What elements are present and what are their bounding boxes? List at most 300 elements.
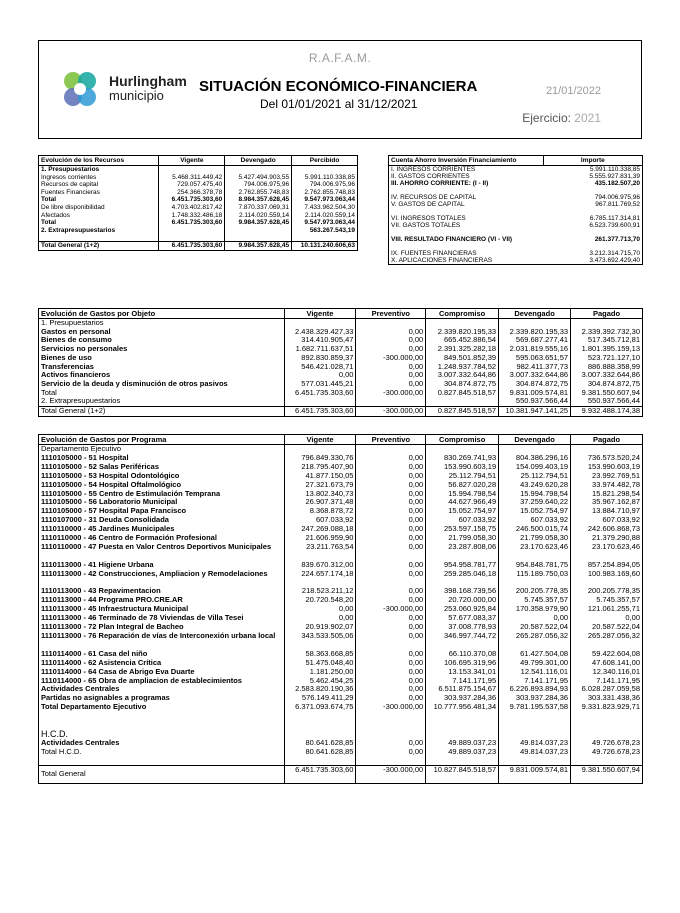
devengado-cell: 982.411.377,73 [499,363,571,372]
row-label: Total H.C.D. [41,747,82,756]
column-header: Cuenta Ahorro Inversión Financiamiento [389,156,544,166]
table-row [39,363,643,372]
row-label: Total [41,219,57,227]
devengado-cell: 246.500.015,74 [499,525,571,534]
devengado-cell: 49.814.037,23 [499,739,571,748]
table-row [389,236,643,243]
compromiso-cell: 253.060.925,84 [426,605,499,614]
pagado-cell: 21.379.290,88 [571,534,643,543]
pagado-cell [571,730,643,739]
row-label: Servicio de la deuda y disminución de otros pasivos [41,379,228,388]
report-header [38,40,642,139]
devengado-cell: 9.831.009.574,81 [499,766,571,784]
header-row [39,309,643,319]
pagado-cell: 886.888.358,99 [571,363,643,372]
row-label: 1110105000 - 55 Centro de Estimulación Temprana [41,489,221,498]
column-header: Devengado [225,156,292,166]
pagado-cell [571,319,643,328]
column-header: Compromiso [426,309,499,319]
vigente-cell: 607.033,92 [284,516,356,525]
devengado-cell: 794.006.975,96 [225,181,292,189]
compromiso-cell: 56.827.020,28 [426,481,499,490]
row-label: 1110114000 - 61 Casa del niño [41,649,148,658]
table-row [39,694,643,703]
pagado-cell [571,757,643,766]
table-row [389,222,643,229]
compromiso-cell: 7.141.171,95 [426,677,499,686]
vigente-cell [284,397,356,406]
pagado-cell: 2.339.392.732,30 [571,328,643,337]
pagado-cell: 20.587.522,04 [571,623,643,632]
preventivo-cell [356,730,426,739]
vigente-cell: 247.269.088,18 [284,525,356,534]
preventivo-cell: 0,00 [356,668,426,677]
preventivo-cell: 0,00 [356,498,426,507]
preventivo-cell [356,721,426,730]
importe-cell: 794.006.975,96 [594,194,640,201]
preventivo-cell: 0,00 [356,587,426,596]
table-row [39,319,643,328]
pagado-cell: 9.331.823.929,71 [571,703,643,721]
devengado-cell: 43.249.620,28 [499,481,571,490]
compromiso-cell: 37.008.778,93 [426,623,499,632]
row-label: Total General [39,766,285,784]
devengado-cell: 15.052.754,97 [499,507,571,516]
column-header: Preventivo [356,309,426,319]
row-label: 1110113000 - 44 Programa PRO.CRE.AR [41,596,183,605]
pagado-cell: 9.381.550.607,94 [571,766,643,784]
devengado-cell [499,730,571,739]
pagado-cell: 47.608.141,00 [571,659,643,668]
vigente-cell: 5.462.454,25 [284,677,356,686]
column-header: Devengado [499,309,571,319]
preventivo-cell: 0,00 [356,490,426,499]
vigente-cell: 1.748.332.486,18 [159,212,225,220]
table-row [39,472,643,481]
table-row [39,219,358,227]
devengado-cell: 15.994.798,54 [499,490,571,499]
devengado-cell: 2.339.820.195,33 [499,328,571,337]
devengado-cell: 7.141.171,95 [499,677,571,686]
table-row [39,212,358,220]
table-row [39,371,643,380]
header-row [39,435,643,445]
row-label [389,208,544,215]
column-header: Pagado [571,309,643,319]
table-row [389,194,643,201]
row-label [389,229,544,236]
preventivo-cell: 0,00 [356,632,426,650]
table-row [39,614,643,623]
pagado-cell: 7.141.171,95 [571,677,643,686]
preventivo-cell: 0,00 [356,336,426,345]
importe-cell: 5.991.110.338,85 [589,166,640,173]
row-label: 1110110000 - 47 Puesta en Valor Centros Deportivos Municipales [41,542,272,551]
compromiso-cell: 346.997.744,72 [426,632,499,650]
pagado-cell: 523.721.127,10 [571,354,643,363]
devengado-cell: 10.381.947.141,25 [499,407,571,417]
percibido-cell: 794.006.975,96 [292,181,358,189]
pagado-cell: 100.983.169,60 [571,570,643,588]
devengado-cell [499,445,571,454]
vigente-cell: 8.368.878,72 [284,507,356,516]
preventivo-cell: -300.000,00 [356,766,426,784]
compromiso-cell: 106.695.319,96 [426,659,499,668]
pagado-cell: 23.170.623,46 [571,543,643,561]
preventivo-cell: 0,00 [356,623,426,632]
row-label: II. GASTOS CORRIENTES [391,173,470,180]
compromiso-cell: 21.799.058,30 [426,534,499,543]
row-label: Actividades Centrales [41,685,120,694]
vigente-cell: 546.421.028,71 [284,363,356,372]
vigente-cell [284,721,356,730]
table-row [39,561,643,570]
table-row [39,234,358,242]
devengado-cell: 170.358.979,90 [499,605,571,614]
row-label: 1110105000 - 54 Hospital Oftalmológico [41,480,182,489]
importe-cell: 261.377.713,70 [594,236,640,243]
ahorro-inversion-table [388,155,643,265]
pagado-cell: 15.821.298,54 [571,490,643,499]
vigente-cell [284,445,356,454]
preventivo-cell: 0,00 [356,472,426,481]
compromiso-cell [426,397,499,406]
percibido-cell: 2.114.020.559,14 [292,212,358,220]
row-label: Total General (1+2) [39,242,159,251]
preventivo-cell: -300.000,00 [356,407,426,417]
row-label: 1110105000 - 52 Salas Periféricas [41,462,160,471]
vigente-cell: 343.533.505,06 [284,632,356,650]
percibido-cell: 563.267.543,19 [292,227,358,235]
table-row [39,336,643,345]
devengado-cell: 304.874.872,75 [499,380,571,389]
vigente-cell: 0,00 [284,614,356,623]
vigente-cell: 58.363.668,85 [284,650,356,659]
devengado-cell: 23.170.623,46 [499,543,571,561]
pagado-cell: 33.974.482,78 [571,481,643,490]
table-row [39,490,643,499]
preventivo-cell: 0,00 [356,371,426,380]
preventivo-cell: 0,00 [356,614,426,623]
row-label: Servicios no personales [41,345,128,354]
devengado-cell: 115.189.750,03 [499,570,571,588]
ejercicio-label: Ejercicio: [522,111,571,125]
pagado-cell: 9.932.488.174,38 [571,407,643,417]
devengado-cell: 49.814.037,23 [499,748,571,757]
compromiso-cell: 830.269.741,93 [426,454,499,463]
table-row [39,397,643,406]
devengado-cell: 3.007.332.644,86 [499,371,571,380]
compromiso-cell: 849.501.852,39 [426,354,499,363]
vigente-cell: 1.181.250,00 [284,668,356,677]
table-row [39,174,358,182]
pagado-cell: 153.990.603,19 [571,463,643,472]
vigente-cell: 6.451.735.303,60 [159,219,225,227]
vigente-cell: 576.149.411,29 [284,694,356,703]
preventivo-cell [356,397,426,406]
row-label: 1110107000 - 31 Deuda Consolidada [41,516,169,525]
compromiso-cell: 49.889.037,23 [426,739,499,748]
table-row [389,187,643,194]
row-label: 2. Extrapresupuestarios [41,226,116,234]
recursos-table [38,155,358,251]
compromiso-cell: 398.168.739,56 [426,587,499,596]
row-label [389,187,544,194]
table-row [39,766,643,784]
preventivo-cell: 0,00 [356,463,426,472]
table-row [389,229,643,236]
table-row [389,243,643,250]
vigente-cell: 51.475.048,40 [284,659,356,668]
vigente-cell: 254.366.378,78 [159,189,225,197]
row-label: Total General (1+2) [39,407,285,417]
table-row [389,201,643,208]
percibido-cell [292,234,358,242]
vigente-cell: 218.795.407,90 [284,463,356,472]
vigente-cell: 6.451.735.303,60 [159,196,225,204]
vigente-cell: 23.211.763,54 [284,543,356,561]
table-row [39,757,643,766]
table-row [39,534,643,543]
column-header: Preventivo [356,435,426,445]
compromiso-cell: 303.937.284,36 [426,694,499,703]
devengado-cell: 6.226.893.894,93 [499,685,571,694]
vigente-cell: 6.451.735.303,60 [159,242,225,251]
compromiso-cell: 3.007.332.644,86 [426,371,499,380]
pagado-cell: 265.287.056,32 [571,632,643,650]
row-label: Partidas no asignables a programas [41,694,170,703]
row-label: IV. RECURSOS DE CAPITAL [391,194,477,201]
devengado-cell: 49.799.301,00 [499,659,571,668]
pagado-cell: 303.331.438,36 [571,694,643,703]
vigente-cell: 13.802.340,73 [284,490,356,499]
table-row [39,189,358,197]
table-row [39,242,358,251]
percibido-cell: 9.547.973.063,44 [292,219,358,227]
system-name: R.A.F.A.M. [308,51,372,65]
report-period: Del 01/01/2021 al 31/12/2021 [260,97,418,111]
compromiso-cell: 13.153.341,01 [426,668,499,677]
preventivo-cell: 0,00 [356,481,426,490]
row-label: De libre disponibilidad [41,203,105,211]
importe-cell: 5.555.927.831,39 [589,173,640,180]
row-label: 1110113000 - 45 Infraestructura Municipal [41,605,189,614]
row-label: X. APLICACIONES FINANCIERAS [391,257,493,264]
table-row [39,345,643,354]
devengado-cell: 5.745.357,57 [499,596,571,605]
compromiso-cell: 153.990.603,19 [426,463,499,472]
compromiso-cell: 20.720.000,00 [426,596,499,605]
preventivo-cell: 0,00 [356,328,426,337]
compromiso-cell: 665.452.886,54 [426,336,499,345]
row-label: 1110105000 - 51 Hospital [41,453,129,462]
vigente-cell: 20.720.548,20 [284,596,356,605]
compromiso-cell: 607.033,92 [426,516,499,525]
table-row [39,389,643,398]
devengado-cell: 9.781.195.537,58 [499,703,571,721]
table-row [39,181,358,189]
column-header: Compromiso [426,435,499,445]
table-row [39,204,358,212]
row-label: III. AHORRO CORRIENTE: (I - II) [391,180,489,187]
table-row [389,250,643,257]
preventivo-cell: 0,00 [356,650,426,659]
row-label: IX. FUENTES FINANCIERAS [391,250,477,257]
pagado-cell: 23.992.769,51 [571,472,643,481]
preventivo-cell: 0,00 [356,516,426,525]
ejercicio [522,111,601,125]
preventivo-cell: -300.000,00 [356,605,426,614]
devengado-cell: 550.937.566,44 [499,397,571,406]
row-label: 1110113000 - 46 Terminado de 78 Viviendas de Villa Tesei [41,614,244,623]
preventivo-cell: -300.000,00 [356,389,426,398]
vigente-cell: 80.641.628,85 [284,739,356,748]
preventivo-cell: 0,00 [356,677,426,686]
devengado-cell: 37.259.640,22 [499,498,571,507]
pagado-cell: 59.422.604,08 [571,650,643,659]
vigente-cell: 41.877.150,05 [284,472,356,481]
devengado-cell: 2.031.819.555,16 [499,345,571,354]
row-label: 2. Extrapresupuestarios [41,397,121,406]
table-row [39,463,643,472]
table-row [39,739,643,748]
devengado-cell: 2.762.855.748,83 [225,189,292,197]
vigente-cell [159,227,225,235]
brand-subtitle: municipio [109,88,164,103]
devengado-cell: 25.112.794,51 [499,472,571,481]
table-row [389,173,643,180]
vigente-cell: 839.670.312,00 [284,561,356,570]
pagado-cell: 6.028.287.059,58 [571,685,643,694]
compromiso-cell: 0.827.845.518,57 [426,389,499,398]
report-date: 21/01/2022 [545,85,601,97]
vigente-cell: 2.583.820.190,36 [284,685,356,694]
row-label: Activos financieros [41,371,111,380]
column-header: Vigente [284,309,356,319]
ejercicio-value: 2021 [574,111,601,125]
table-row [39,721,643,730]
row-label: Bienes de uso [41,353,92,362]
devengado-cell: 303.937.284,36 [499,694,571,703]
importe-cell [543,229,642,236]
table-row [39,748,643,757]
row-label: 1110110000 - 45 Jardines Municipales [41,525,175,534]
vigente-cell: 6.451.735.303,60 [284,407,356,417]
devengado-cell: 7.870.337.069,31 [225,204,292,212]
table-row [39,445,643,454]
vigente-cell: 218.523.211,12 [284,587,356,596]
vigente-cell: 26.907.371,48 [284,498,356,507]
devengado-cell [225,234,292,242]
brand-name: Hurlingham [109,73,187,89]
table-row [39,525,643,534]
preventivo-cell: 0,00 [356,659,426,668]
compromiso-cell: 2.391.325.282,18 [426,345,499,354]
pagado-cell: 242.606.868,73 [571,525,643,534]
table-row [39,659,643,668]
table-row [39,650,643,659]
pagado-cell [571,721,643,730]
devengado-cell: 154.099.403,19 [499,463,571,472]
devengado-cell: 9.984.357.628,45 [225,242,292,251]
row-label: V. GASTOS DE CAPITAL [391,201,465,208]
row-label [389,243,544,250]
vigente-cell [284,319,356,328]
vigente-cell: 80.641.628,85 [284,748,356,757]
pagado-cell: 304.874.872,75 [571,380,643,389]
preventivo-cell: 0,00 [356,694,426,703]
pagado-cell: 0,00 [571,614,643,623]
devengado-cell: 0,00 [499,614,571,623]
row-label: Transferencias [41,362,94,371]
compromiso-cell: 2.339.820.195,33 [426,328,499,337]
pagado-cell: 49.726.678,23 [571,748,643,757]
vigente-cell: 577.031.445,21 [284,380,356,389]
importe-cell: 967.811.769,52 [595,201,640,208]
row-label: 1110114000 - 62 Asistencia Crítica [41,658,162,667]
preventivo-cell: -300.000,00 [356,703,426,721]
row-label: 1110113000 - 43 Repavimentacion [41,587,161,596]
vigente-cell: 892.830.859,37 [284,354,356,363]
vigente-cell: 314.410.905,47 [284,336,356,345]
table-row [39,454,643,463]
devengado-cell: 20.587.522,04 [499,623,571,632]
row-label [39,721,285,730]
preventivo-cell: 0,00 [356,739,426,748]
row-label: Afectados [41,211,70,219]
preventivo-cell: 0,00 [356,507,426,516]
row-label: Ingresos corrientes [41,173,97,181]
table-row [389,215,643,222]
vigente-cell: 6.371.093.674,75 [284,703,356,721]
preventivo-cell: 0,00 [356,345,426,354]
preventivo-cell: 0,00 [356,380,426,389]
pagado-cell: 121.061.255,71 [571,605,643,614]
vigente-cell: 2.438.329.427,33 [284,328,356,337]
table-row [39,354,643,363]
preventivo-cell: 0,00 [356,543,426,561]
row-label: Recursos de capital [41,181,99,189]
pagado-cell: 736.573.520,24 [571,454,643,463]
importe-cell: 3.473.692.429,40 [589,257,640,264]
pagado-cell [571,445,643,454]
vigente-cell: 20.919.902,07 [284,623,356,632]
table-row [39,328,643,337]
compromiso-cell: 66.110.370,08 [426,650,499,659]
row-label: 1110113000 - 76 Reparación de vías de Interconexión urbana local [41,632,276,640]
pagado-cell: 9.381.550.607,94 [571,389,643,398]
devengado-cell: 9.984.357.628,45 [225,219,292,227]
table-row [39,587,643,596]
row-label: VIII. RESULTADO FINANCIERO (VI - VII) [391,236,513,243]
row-label [39,234,159,242]
preventivo-cell: 0,00 [356,454,426,463]
devengado-cell: 200.205.778,35 [499,587,571,596]
compromiso-cell [426,757,499,766]
vigente-cell: 729.057.475,40 [159,181,225,189]
compromiso-cell [426,721,499,730]
preventivo-cell: 0,00 [356,570,426,588]
preventivo-cell: -300.000,00 [356,354,426,363]
preventivo-cell: 0,00 [356,363,426,372]
table-row [389,208,643,215]
compromiso-cell: 15.052.754,97 [426,507,499,516]
row-label: Actividades Centrales [41,738,120,747]
header-row [389,156,643,166]
table-row [39,498,643,507]
devengado-cell: 2.114.020.559,14 [225,212,292,220]
preventivo-cell: 0,00 [356,525,426,534]
